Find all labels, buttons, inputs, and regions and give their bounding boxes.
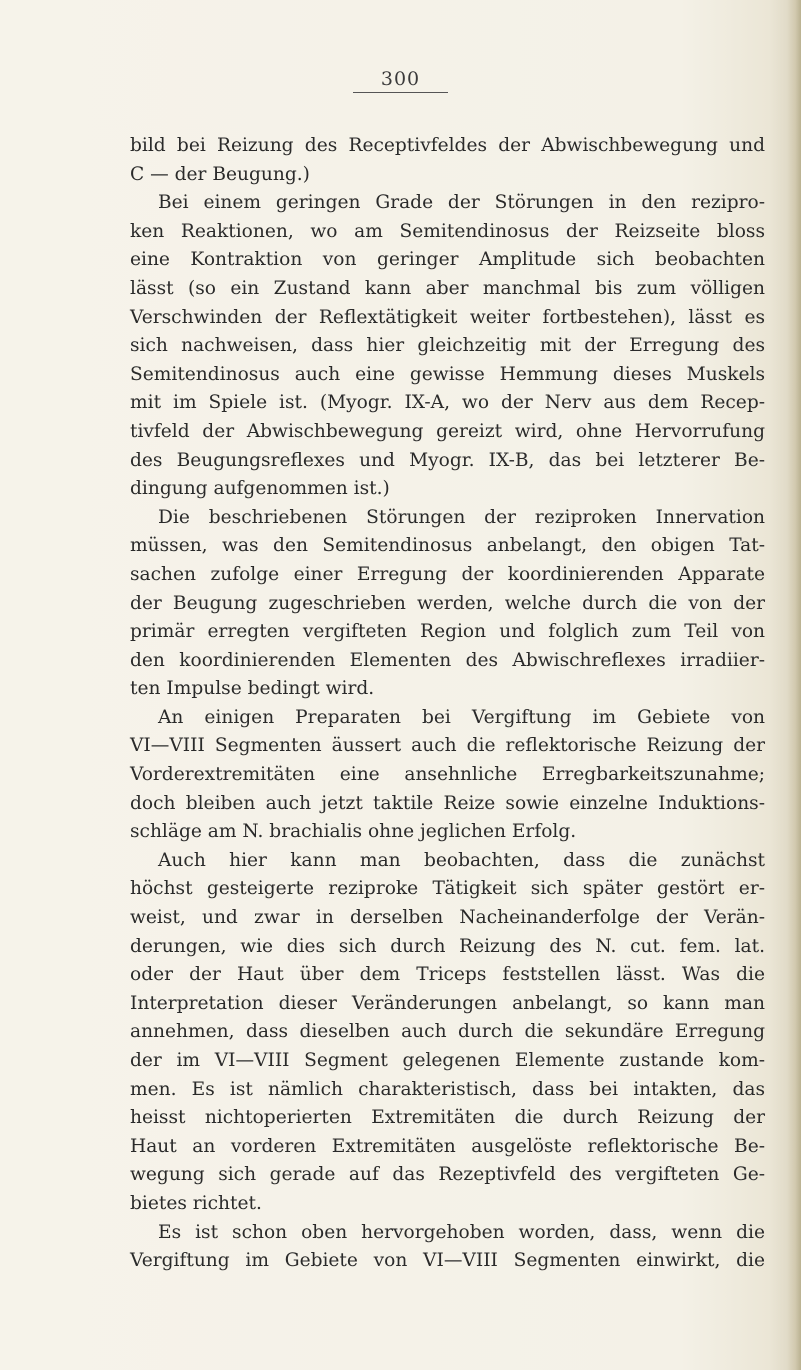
text-line: lässt (so ein Zustand kann aber manchmal bis zum völligen	[130, 277, 765, 299]
text-line: An einigen Preparaten bei Vergiftung im Gebiete von	[158, 706, 765, 728]
body-text	[130, 132, 765, 1276]
paragraph	[130, 704, 765, 847]
text-line: Haut an vorderen Extremitäten ausgelöste reflektorische Be-	[130, 1135, 765, 1157]
page-number-text: 300	[353, 68, 448, 93]
text-line: primär erregten vergifteten Region und folglich zum Teil von	[130, 621, 765, 643]
text-line: wegung sich gerade auf das Rezeptivfeld des vergifteten Ge-	[130, 1164, 765, 1186]
text-line: Vergiftung im Gebiete von VI—VIII Segmenten einwirkt, die	[130, 1250, 765, 1272]
text-line: oder der Haut über dem Triceps feststellen lässt. Was die	[130, 964, 765, 986]
page-edge-shadow	[787, 0, 801, 1370]
page-number	[0, 68, 801, 93]
text-line: Vorderextremitäten eine ansehnliche Erregbarkeitszunahme;	[130, 764, 765, 786]
text-line: annehmen, dass dieselben auch durch die sekundäre Erregung	[130, 1021, 765, 1043]
paragraph	[130, 847, 765, 1219]
text-line: des Beugungsreflexes und Myogr. IX-B, das bei letzterer Be-	[130, 449, 765, 471]
paragraph	[130, 132, 765, 189]
text-line: C — der Beugung.)	[130, 163, 310, 185]
text-line: schläge am N. brachialis ohne jeglichen Erfolg.	[130, 821, 577, 843]
text-line: dingung aufgenommen ist.)	[130, 478, 390, 500]
text-line: VI—VIII Segmenten äussert auch die reflektorische Reizung der	[130, 735, 765, 757]
paragraph	[130, 504, 765, 704]
text-line: sachen zufolge einer Erregung der koordinierenden Apparate	[130, 563, 765, 585]
text-line: ken Reaktionen, wo am Semitendinosus der Reizseite bloss	[130, 220, 765, 242]
text-line: doch bleiben auch jetzt taktile Reize sowie einzelne Induktions-	[130, 792, 765, 814]
paragraph	[130, 189, 765, 504]
text-line: tivfeld der Abwischbewegung gereizt wird, ohne Hervorrufung	[130, 420, 765, 442]
text-line: men. Es ist nämlich charakteristisch, dass bei intakten, das	[130, 1078, 765, 1100]
text-line: bild bei Reizung des Receptivfeldes der Abwischbewegung und	[130, 135, 765, 156]
text-line: den koordinierenden Elementen des Abwischreflexes irradiier-	[130, 649, 765, 671]
text-line: der Beugung zugeschrieben werden, welche durch die von der	[130, 592, 765, 614]
paragraph	[130, 1219, 765, 1276]
text-line: bietes richtet.	[130, 1192, 262, 1214]
text-line: heisst nichtoperierten Extremitäten die durch Reizung der	[130, 1107, 765, 1129]
text-line: müssen, was den Semitendinosus anbelangt, den obigen Tat-	[130, 535, 765, 557]
text-line: der im VI—VIII Segment gelegenen Elemente zustande kom-	[130, 1050, 765, 1071]
text-line: Semitendinosus auch eine gewisse Hemmung dieses Muskels	[130, 363, 765, 385]
text-line: Es ist schon oben hervorgehoben worden, dass, wenn die	[158, 1221, 765, 1243]
text-line: Interpretation dieser Veränderungen anbelangt, so kann man	[130, 992, 765, 1014]
text-line: Auch hier kann man beobachten, dass die zunächst	[158, 849, 765, 871]
text-line: Bei einem geringen Grade der Störungen in den rezipro-	[158, 192, 765, 214]
text-line: Die beschriebenen Störungen der reziproken Innervation	[158, 506, 765, 528]
text-line: derungen, wie dies sich durch Reizung des N. cut. fem. lat.	[130, 935, 765, 957]
text-line: sich nachweisen, dass hier gleichzeitig mit der Erregung des	[130, 335, 765, 357]
text-line: ten Impulse bedingt wird.	[130, 678, 375, 700]
text-line: höchst gesteigerte reziproke Tätigkeit sich später gestört er-	[130, 878, 765, 900]
text-line: mit im Spiele ist. (Myogr. IX-A, wo der Nerv aus dem Recep-	[130, 392, 765, 414]
text-line: eine Kontraktion von geringer Amplitude sich beobachten	[130, 249, 765, 271]
text-line: weist, und zwar in derselben Nacheinanderfolge der Verän-	[130, 907, 765, 929]
text-line: Verschwinden der Reflextätigkeit weiter fortbestehen), lässt es	[130, 306, 765, 328]
